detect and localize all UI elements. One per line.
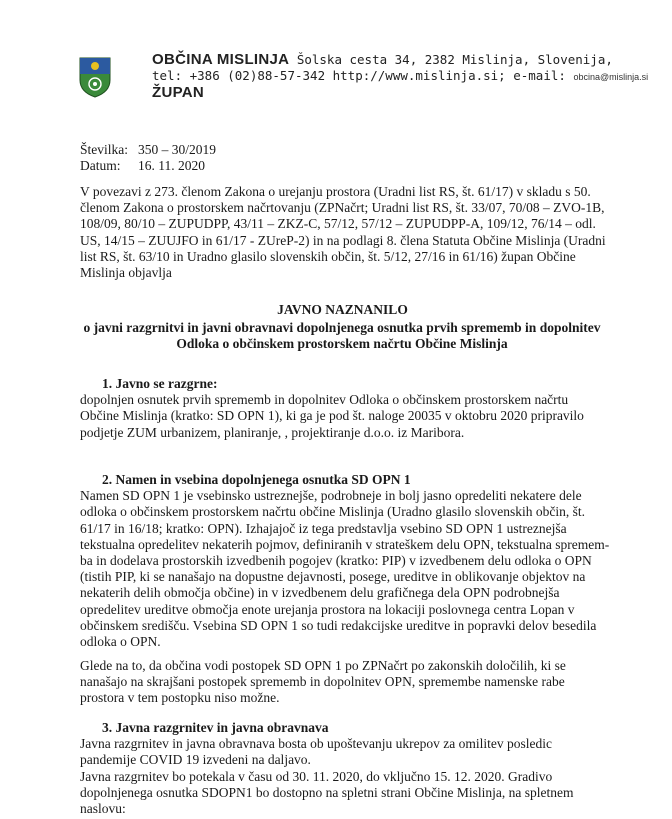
section-1 (80, 376, 610, 441)
section-text-2: Javna razgrnitev bo potekala v času od 30. 11. 2020, do vključno 15. 12. 2020. Gradivo dopolnjenega osnutka SDOPN1 bo dostopno na spletni strani Občine Mislinja, na spletnem naslovu: (80, 768, 574, 817)
municipality-name: OBČINA MISLINJA (152, 51, 290, 68)
section-text: Namen SD OPN 1 je vsebinsko ustreznejše, podrobneje in bolj jasno opredeliti nekatere dele odloka o občinskem prostorskem načrtu občine Mislinja (Uradno glasilo slovenskih občin, št. 61/17 in 16/18; kratko: OPN). Izhajajoč iz tega predstavlja vsebino SD OPN 1 ustreznejša tekstualna opredelitev nekaterih pojmov, definiranih v strateškem delu OPN, tekstualna sprememba in dodelava prostorskih izvedbenih pogojev (kratko: PIP) v izvedbenem delu odloka o OPN (tistih PIP, ki se nanašajo na dopustne dejavnosti, posege, ureditve in oblikovanje objektov na nekaterih delih območja občine) in v izvedbenem delu grafičnega dela OPN podrobnejša opredelitev ureditve območja enote urejanja prostora na lokaciji poslovnega centra Lopan v občinskem središču. Vsebina SD OPN 1 so tudi redakcijske ureditve in popravki delov besedila odloka o OPN. (80, 488, 610, 650)
section-heading: 1. Javno se razgrne: (102, 376, 218, 391)
municipality-email[interactable]: obcina@mislinja.si (573, 71, 649, 82)
section-3 (80, 720, 610, 817)
number-label: Številka: (80, 142, 128, 157)
office-role: ŽUPAN (152, 84, 205, 101)
intro-paragraph: V povezavi z 273. členom Zakona o urejanju prostora (Uradni list RS, št. 61/17) v skladu s 50. členom Zakona o prostorskem načrtovanju (ZPNačrt; Uradni list RS, št. 33/07, 70/08 – ZVO-1B, 108/09, 80/10 – ZUPUDPP, 43/11 – ZKZ-C, 57/12, 57/12 – ZUPUDPP-A, 109/12, 76/14 – odl. US, 14/15 – ZUUJFO in 61/17 - ZUreP-2) in na podlagi 8. člena Statuta Občine Mislinja (Uradni list RS, št. 63/10 in Uradno glasilo slovenskih občin, št. 5/12, 27/16 in 61/16) župan Občine Mislinja objavlja (80, 184, 606, 281)
letterhead (78, 51, 649, 102)
municipality-contact: tel: +386 (02)88-57-342 http://www.mislinja.si; e-mail: (152, 67, 566, 83)
section-heading: 3. Javna razgrnitev in javna obravnava (102, 720, 329, 735)
section-heading: 2. Namen in vsebina dopolnjenega osnutka SD OPN 1 (102, 472, 411, 487)
municipality-address: Šolska cesta 34, 2382 Mislinja, Slovenija, (296, 52, 613, 67)
municipality-crest-icon (78, 56, 112, 98)
section-text: dopolnjen osnutek prvih sprememb in dopolnitev Odloka o občinskem prostorskem načrtu Občine Mislinja (kratko: SD OPN 1), ki ga je pod št. naloge 20035 v oktobru 2020 pripravilo podjetje ZUM urbanizem, planiranje, , projektiranje d.o.o. iz Maribora. (80, 392, 584, 440)
section-2-paragraph-2: Glede na to, da občina vodi postopek SD OPN 1 po ZPNačrt po zakonskih določilih, ki se nanašajo na skrajšani postopek sprememb in dopolnitev OPN, spremembe namenske rabe prostora v tem postopku niso možne. (80, 658, 566, 706)
notice-title: JAVNO NAZNANILO (277, 302, 408, 317)
date-label: Datum: (80, 158, 121, 173)
section-2 (80, 472, 610, 650)
document-meta (80, 142, 216, 174)
section-text: Javna razgrnitev in javna obravnava bosta ob upoštevanju ukrepov za omilitev posledic pandemije COVID 19 izvedeni na daljavo. (80, 736, 552, 768)
document-date: 16. 11. 2020 (138, 158, 205, 173)
notice-subtitle: o javni razgrnitvi in javni obravnavi dopolnjenega osnutka prvih sprememb in dopolnitev Odloka o občinskem prostorskem načrtu Občine Mislinja (83, 320, 601, 352)
document-number: 350 – 30/2019 (138, 142, 217, 157)
